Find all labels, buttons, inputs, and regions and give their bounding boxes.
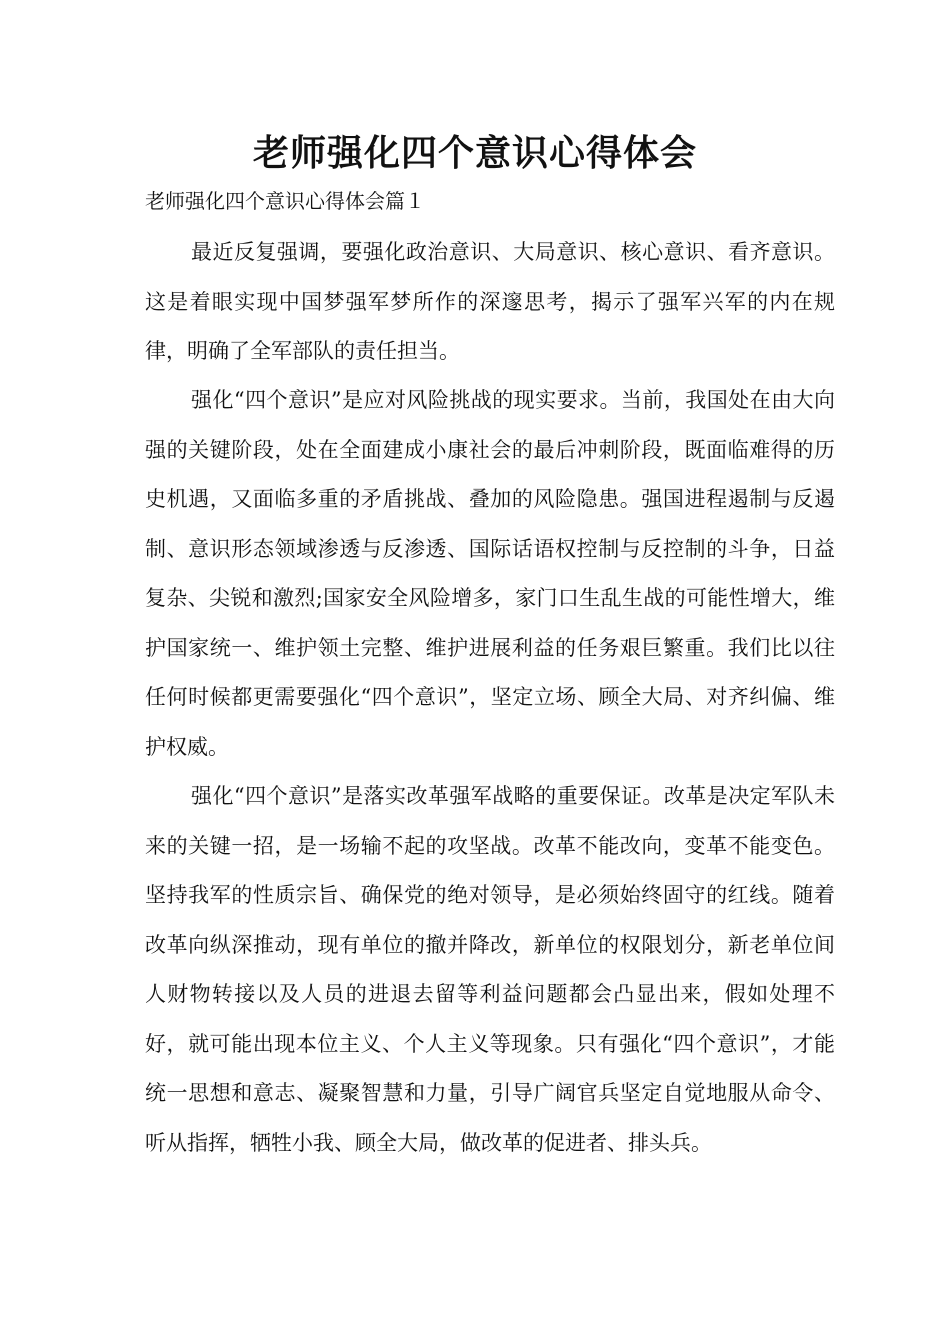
paragraph-3: 强化“四个意识”是落实改革强军战略的重要保证。改革是决定军队未来的关键一招，是一场输不起的攻坚战。改革不能改向，变革不能变色。坚持我军的性质宗旨、确保党的绝对领导，是必须始终固守的红线。随着改革向纵深推动，现有单位的撤并降改，新单位的权限划分，新老单位间人财物转接以及人员的进退去留等利益问题都会凸显出来，假如处理不好，就可能出现本位主义、个人主义等现象。只有强化“四个意识”，才能统一思想和意志、凝聚智慧和力量，引导广阔官兵坚定自觉地服从命令、听从指挥，牺牲小我、顾全大局，做改革的促进者、排头兵。 bbox=[145, 784, 835, 1155]
paragraph-1: 最近反复强调，要强化政治意识、大局意识、核心意识、看齐意识。这是着眼实现中国梦强军梦所作的深邃思考，揭示了强军兴军的内在规律，明确了全军部队的责任担当。 bbox=[145, 240, 835, 363]
document-subtitle: 老师强化四个意识心得体会篇１ bbox=[145, 189, 425, 213]
document-title: 老师强化四个意识心得体会 bbox=[252, 133, 697, 174]
paragraph-2: 强化“四个意识”是应对风险挑战的现实要求。当前，我国处在由大向强的关键阶段，处在全面建成小康社会的最后冲刺阶段，既面临难得的历史机遇，又面临多重的矛盾挑战、叠加的风险隐患。强国进程遏制与反遏制、意识形态领域渗透与反渗透、国际话语权控制与反控制的斗争，日益复杂、尖锐和激烈;国家安全风险增多，家门口生乱生战的可能性增大，维护国家统一、维护领土完整、维护进展利益的任务艰巨繁重。我们比以往任何时候都更需要强化“四个意识”，坚定立场、顾全大局、对齐纠偏、维护权威。 bbox=[145, 388, 835, 759]
